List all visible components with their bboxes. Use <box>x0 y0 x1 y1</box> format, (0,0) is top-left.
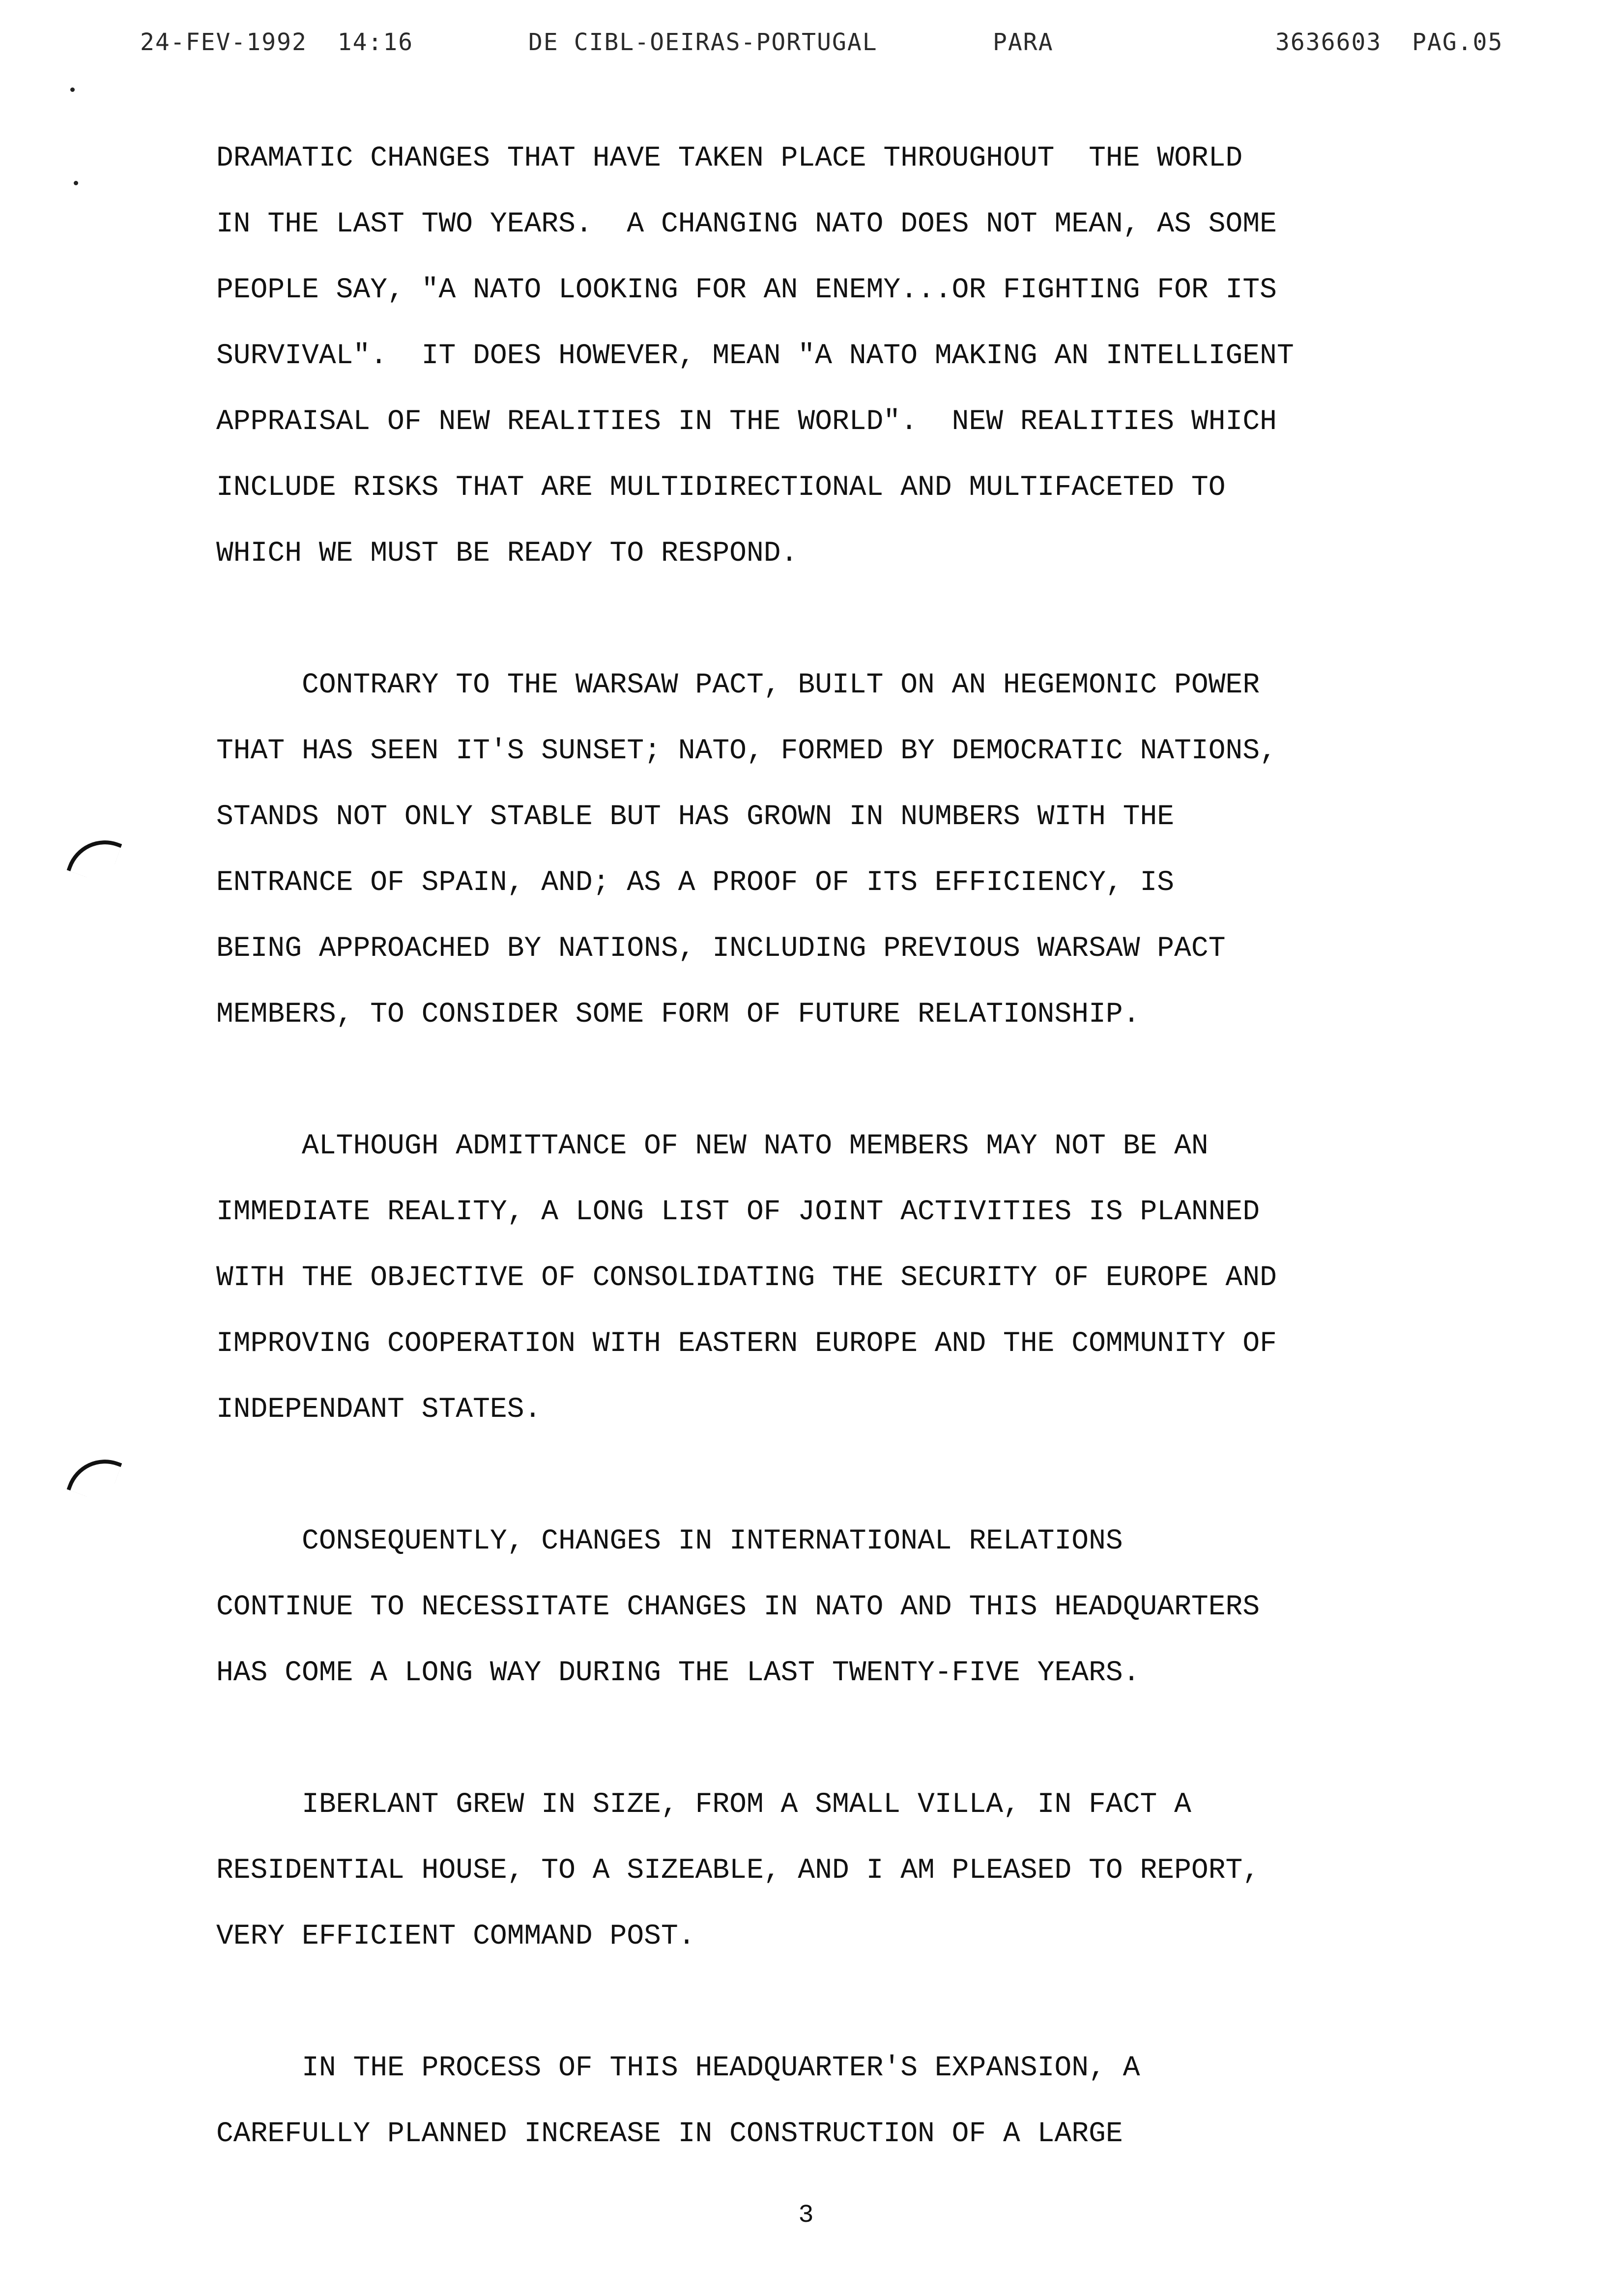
fax-reference-page: 3636603 PAG.05 <box>1275 29 1503 56</box>
paragraph <box>216 653 1524 1048</box>
fax-recipient: PARA <box>993 29 1054 56</box>
text-line: WHICH WE MUST BE READY TO RESPOND. <box>216 538 798 570</box>
text-line: IN THE PROCESS OF THIS HEADQUARTER'S EXPANSION, A <box>216 2052 1140 2084</box>
paragraph <box>216 1772 1524 1970</box>
text-line: WITH THE OBJECTIVE OF CONSOLIDATING THE SECURITY OF EUROPE AND <box>216 1262 1277 1294</box>
fax-date-time: 24-FEV-1992 14:16 <box>140 29 414 56</box>
punch-hole-mark <box>67 830 122 885</box>
text-line: CONTRARY TO THE WARSAW PACT, BUILT ON AN HEGEMONIC POWER <box>216 669 1260 701</box>
text-line: STANDS NOT ONLY STABLE BUT HAS GROWN IN NUMBERS WITH THE <box>216 801 1175 833</box>
text-line: DRAMATIC CHANGES THAT HAVE TAKEN PLACE THROUGHOUT THE WORLD <box>216 143 1243 174</box>
text-line: VERY EFFICIENT COMMAND POST. <box>216 1921 695 1952</box>
text-line: ENTRANCE OF SPAIN, AND; AS A PROOF OF ITS EFFICIENCY, IS <box>216 867 1175 899</box>
text-line: INDEPENDANT STATES. <box>216 1394 542 1426</box>
text-line: SURVIVAL". IT DOES HOWEVER, MEAN "A NATO MAKING AN INTELLIGENT <box>216 340 1294 372</box>
text-line: APPRAISAL OF NEW REALITIES IN THE WORLD". NEW REALITIES WHICH <box>216 406 1277 438</box>
text-line: THAT HAS SEEN IT'S SUNSET; NATO, FORMED BY DEMOCRATIC NATIONS, <box>216 735 1277 767</box>
document-body <box>216 126 1524 2233</box>
scan-speck <box>74 181 78 185</box>
text-line: IMMEDIATE REALITY, A LONG LIST OF JOINT ACTIVITIES IS PLANNED <box>216 1196 1260 1228</box>
text-line: CONSEQUENTLY, CHANGES IN INTERNATIONAL RELATIONS <box>216 1525 1123 1557</box>
paragraph <box>216 126 1524 587</box>
paragraph <box>216 2036 1524 2167</box>
punch-hole-mark <box>67 1449 122 1504</box>
text-line: CAREFULLY PLANNED INCREASE IN CONSTRUCTION OF A LARGE <box>216 2118 1123 2150</box>
text-line: IN THE LAST TWO YEARS. A CHANGING NATO DOES NOT MEAN, AS SOME <box>216 208 1277 240</box>
paragraph <box>216 1509 1524 1706</box>
text-line: BEING APPROACHED BY NATIONS, INCLUDING PREVIOUS WARSAW PACT <box>216 933 1226 965</box>
fax-transmission-header <box>0 29 1612 63</box>
text-line: INCLUDE RISKS THAT ARE MULTIDIRECTIONAL AND MULTIFACETED TO <box>216 472 1226 504</box>
fax-sender: DE CIBL-OEIRAS-PORTUGAL <box>528 29 878 56</box>
page-number: 3 <box>798 2201 814 2230</box>
paragraph <box>216 1114 1524 1443</box>
text-line: IMPROVING COOPERATION WITH EASTERN EUROPE AND THE COMMUNITY OF <box>216 1328 1277 1360</box>
text-line: CONTINUE TO NECESSITATE CHANGES IN NATO AND THIS HEADQUARTERS <box>216 1591 1260 1623</box>
text-line: HAS COME A LONG WAY DURING THE LAST TWENTY-FIVE YEARS. <box>216 1657 1140 1689</box>
scan-speck <box>70 87 75 92</box>
text-line: ALTHOUGH ADMITTANCE OF NEW NATO MEMBERS MAY NOT BE AN <box>216 1130 1209 1162</box>
text-line: RESIDENTIAL HOUSE, TO A SIZEABLE, AND I AM PLEASED TO REPORT, <box>216 1855 1260 1887</box>
text-line: PEOPLE SAY, "A NATO LOOKING FOR AN ENEMY...OR FIGHTING FOR ITS <box>216 274 1277 306</box>
text-line: MEMBERS, TO CONSIDER SOME FORM OF FUTURE RELATIONSHIP. <box>216 999 1140 1031</box>
text-line: IBERLANT GREW IN SIZE, FROM A SMALL VILLA, IN FACT A <box>216 1789 1191 1821</box>
